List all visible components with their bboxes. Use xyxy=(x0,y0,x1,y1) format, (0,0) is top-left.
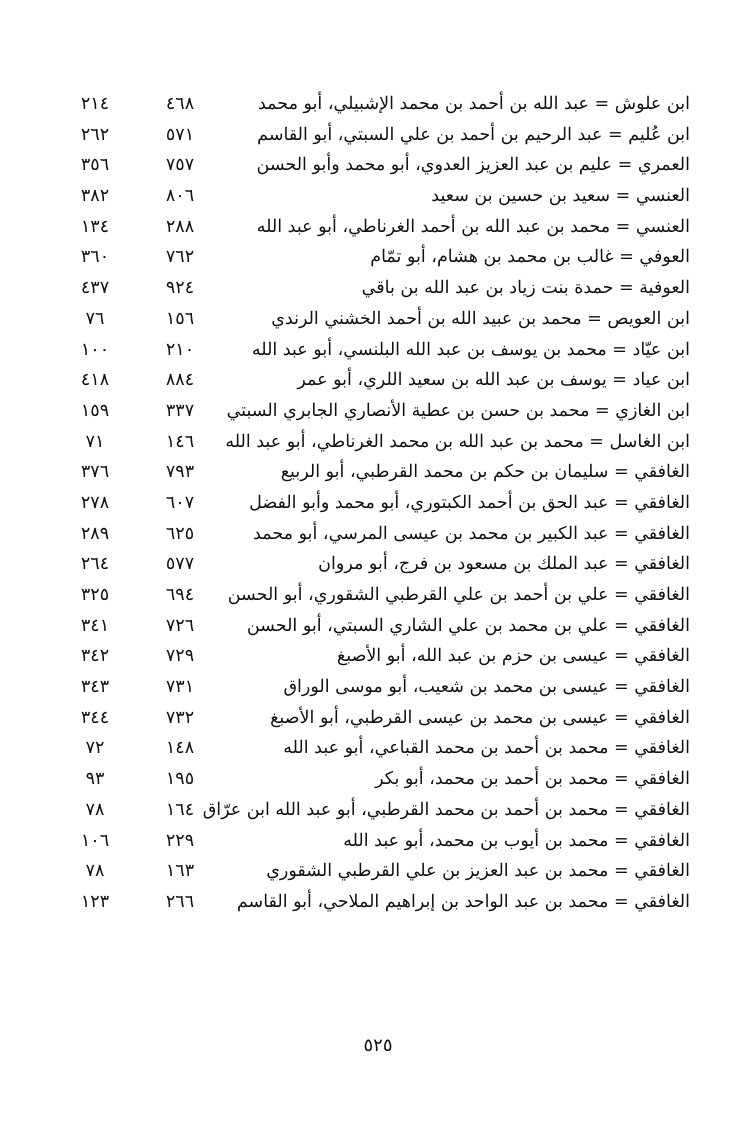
entry-page: ٢١٤ xyxy=(80,94,110,114)
index-entry xyxy=(60,366,690,397)
entry-page: ١٣٤ xyxy=(80,216,110,237)
entry-page: ٣٨٢ xyxy=(80,186,110,207)
entry-number: ٦٠٧ xyxy=(165,492,195,513)
entry-name: ابن عيّاد = محمد بن يوسف بن عبد الله البلنسي، أبو عبد الله xyxy=(251,339,690,360)
entry-number: ١٩٥ xyxy=(165,769,195,790)
index-entry xyxy=(60,827,690,858)
entry-name: الغافقي = عبد الملك بن مسعود بن فرج، أبو مروان xyxy=(318,554,690,575)
entry-page: ١٥٩ xyxy=(80,400,110,421)
index-entry xyxy=(60,213,690,244)
entry-name: الغافقي = عبد الحق بن أحمد الكبتوري، أبو محمد وأبو الفضل xyxy=(249,492,690,513)
index-entry xyxy=(60,734,690,765)
entry-name: ابن عُليم = عبد الرحيم بن أحمد بن علي السبتي، أبو القاسم xyxy=(257,124,690,145)
index-entry xyxy=(60,489,690,520)
entry-page: ٧٨ xyxy=(85,799,105,820)
entry-number: ٨٠٦ xyxy=(165,186,195,207)
entry-name: الغافقي = محمد بن عبد العزيز بن علي القرطبي الشقوري xyxy=(266,861,690,882)
entry-number: ١٦٣ xyxy=(165,861,195,882)
entry-page: ٣٤١ xyxy=(80,615,110,636)
entry-page: ٣٤٣ xyxy=(80,677,110,698)
index-entry xyxy=(60,243,690,274)
index-entry xyxy=(60,121,690,152)
entry-page: ٣٧٦ xyxy=(80,462,110,483)
entry-name: ابن علوش = عبد الله بن أحمد بن محمد الإشبيلي، أبو محمد xyxy=(257,94,690,114)
entry-name: العمري = عليم بن عبد العزيز العدوي، أبو محمد وأبو الحسن xyxy=(256,155,690,176)
index-entry xyxy=(60,796,690,827)
entry-number: ٢٨٨ xyxy=(165,216,195,237)
entry-name: الغافقي = عيسى بن محمد بن شعيب، أبو موسى الوراق xyxy=(283,677,690,698)
index-list xyxy=(60,90,690,919)
entry-name: ابن عياد = يوسف بن عبد الله بن سعيد اللري، أبو عمر xyxy=(297,370,690,391)
entry-number: ٢٢٩ xyxy=(165,830,195,851)
index-entry xyxy=(60,305,690,336)
entry-name: الغافقي = محمد بن أحمد بن محمد القرطبي، أبو عبد الله ابن عرّاق xyxy=(202,799,690,820)
entry-name: العنسي = محمد بن عبد الله بن أحمد الغرناطي، أبو عبد الله xyxy=(256,216,690,237)
entry-number: ١٤٨ xyxy=(165,738,195,759)
entry-number: ٧٦٢ xyxy=(165,247,195,268)
entry-number: ٧٢٩ xyxy=(165,646,195,667)
index-entry xyxy=(60,581,690,612)
entry-name: الغافقي = محمد بن أحمد بن محمد، أبو بكر xyxy=(375,769,690,790)
entry-number: ٧٣١ xyxy=(165,677,195,698)
entry-name: ابن الغازي = محمد بن حسن بن عطية الأنصاري الجابري السبتي xyxy=(226,400,690,421)
index-entry xyxy=(60,520,690,551)
entry-page: ٤٣٧ xyxy=(80,278,110,299)
entry-page: ٢٦٢ xyxy=(80,124,110,145)
entry-number: ٦٩٤ xyxy=(165,585,195,605)
entry-page: ٩٣ xyxy=(85,769,105,790)
entry-page: ٣٦٠ xyxy=(80,247,110,268)
entry-page: ٣٢٥ xyxy=(80,585,110,605)
index-entry xyxy=(60,704,690,735)
entry-name: الغافقي = محمد بن عبد الواحد بن إبراهيم الملاحي، أبو القاسم xyxy=(236,891,690,912)
entry-name: الغافقي = علي بن محمد بن علي الشاري السبتي، أبو الحسن xyxy=(246,615,690,636)
entry-number: ١٤٦ xyxy=(165,431,195,452)
entry-name: الغافقي = سليمان بن حكم بن محمد القرطبي، أبو الربيع xyxy=(280,462,690,483)
entry-page: ١٠٠ xyxy=(80,339,110,360)
index-entry xyxy=(60,888,690,919)
index-entry xyxy=(60,397,690,428)
entry-number: ٩٢٤ xyxy=(165,278,195,299)
index-entry xyxy=(60,458,690,489)
index-entry xyxy=(60,550,690,581)
entry-page: ٢٧٨ xyxy=(80,492,110,513)
index-entry xyxy=(60,182,690,213)
entry-name: الغافقي = محمد بن أحمد بن محمد القباعي، أبو عبد الله xyxy=(283,738,690,759)
entry-number: ٧٣٢ xyxy=(165,707,195,728)
index-entry xyxy=(60,642,690,673)
index-entry xyxy=(60,765,690,796)
entry-page: ١٠٦ xyxy=(80,830,110,851)
entry-number: ٥٧١ xyxy=(165,124,195,145)
entry-page: ٤١٨ xyxy=(80,370,110,391)
entry-name: الغافقي = عيسى بن محمد بن عيسى القرطبي، أبو الأصبغ xyxy=(270,707,690,728)
entry-name: ابن العويص = محمد بن عبيد الله بن أحمد الخشني الرندي xyxy=(271,308,690,329)
entry-number: ٢٦٦ xyxy=(165,891,195,912)
entry-name: الغافقي = محمد بن أيوب بن محمد، أبو عبد الله xyxy=(343,830,690,851)
index-entry xyxy=(60,274,690,305)
entry-name: الغافقي = عبد الكبير بن محمد بن عيسى المرسي، أبو محمد xyxy=(253,523,690,544)
entry-page: ٢٦٤ xyxy=(80,554,110,575)
entry-page: ١٢٣ xyxy=(80,891,110,912)
entry-page: ٣٥٦ xyxy=(80,155,110,176)
index-entry xyxy=(60,90,690,121)
index-entry xyxy=(60,151,690,182)
entry-number: ٧٢٦ xyxy=(165,615,195,636)
entry-page: ٧٦ xyxy=(85,308,105,329)
entry-name: ابن الغاسل = محمد بن عبد الله بن محمد الغرناطي، أبو عبد الله xyxy=(225,431,690,452)
entry-number: ١٥٦ xyxy=(165,308,195,329)
entry-number: ٢١٠ xyxy=(165,339,195,360)
index-entry xyxy=(60,673,690,704)
entry-number: ٧٩٣ xyxy=(165,462,195,483)
entry-number: ٣٣٧ xyxy=(165,400,195,421)
entry-name: الغافقي = عيسى بن حزم بن عبد الله، أبو الأصبغ xyxy=(336,646,690,667)
entry-page: ٣٤٢ xyxy=(80,646,110,667)
entry-number: ٥٧٧ xyxy=(165,554,195,575)
entry-name: الغافقي = علي بن أحمد بن علي القرطبي الشقوري، أبو الحسن xyxy=(227,585,690,605)
entry-page: ٧١ xyxy=(85,431,105,452)
entry-page: ٧٢ xyxy=(85,738,105,759)
entry-name: العوفية = حمدة بنت زياد بن عبد الله بن باقي xyxy=(361,278,690,299)
index-entry xyxy=(60,336,690,367)
entry-number: ١٦٤ xyxy=(165,799,195,820)
entry-page: ٢٨٩ xyxy=(80,523,110,544)
entry-number: ٤٦٨ xyxy=(165,94,195,114)
entry-number: ٧٥٧ xyxy=(165,155,195,176)
entry-page: ٣٤٤ xyxy=(80,707,110,728)
page-number: ٥٢٥ xyxy=(363,1035,393,1056)
entry-number: ٨٨٤ xyxy=(165,370,195,391)
index-entry xyxy=(60,857,690,888)
index-entry xyxy=(60,428,690,459)
index-entry xyxy=(60,612,690,643)
entry-number: ٦٢٥ xyxy=(165,523,195,544)
entry-name: العوفي = غالب بن محمد بن هشام، أبو تمّام xyxy=(370,247,690,268)
entry-page: ٧٨ xyxy=(85,861,105,882)
entry-name: العنسي = سعيد بن حسين بن سعيد xyxy=(431,186,690,207)
